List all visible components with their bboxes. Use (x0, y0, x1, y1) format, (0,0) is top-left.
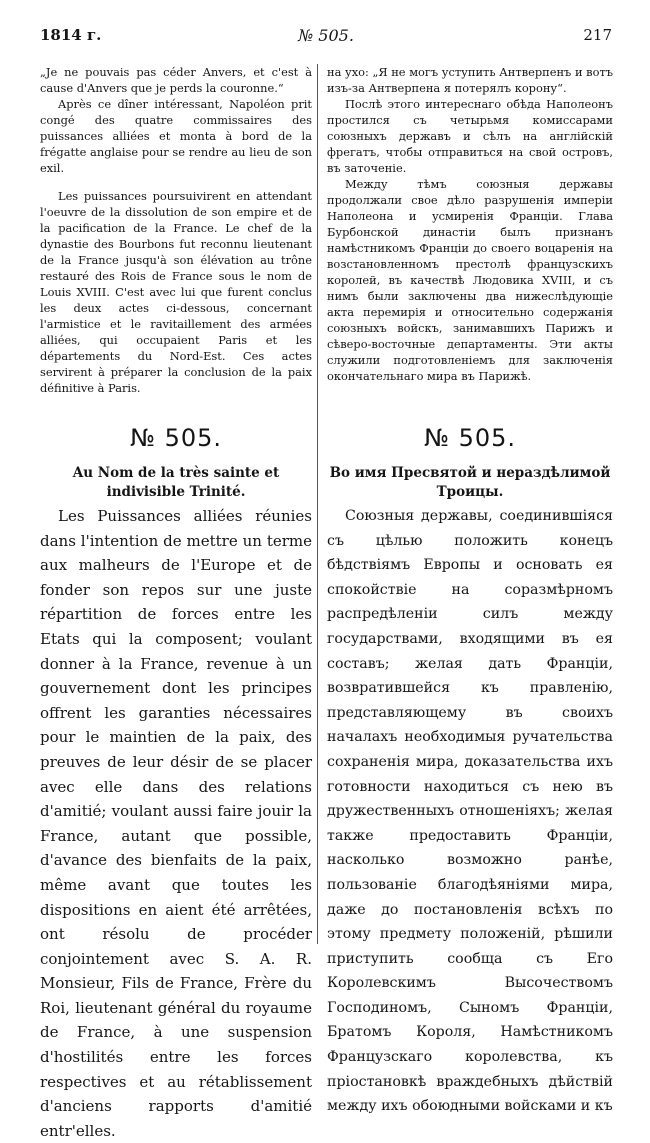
french-intro (40, 64, 312, 396)
header-page-number: 217 (583, 26, 612, 44)
russian-intro (327, 64, 613, 384)
russian-intro-paragraph: Между тѣмъ союзныя державы продолжали свое дѣло разрушенія имперіи Наполеона и усмиренія Франціи. Глава Бурбонской династіи былъ признанъ намѣстникомъ Франціи до своего воцаренія на возстановленномъ престолѣ французскихъ королей, въ качествѣ Людовика XVIII, и съ нимъ были заключены два нижеслѣдующіе акта перемирія и относительно содержанія союзныхъ войскъ, занимавшихъ Парижъ и сѣверо-восточные департаменты. Эти акты служили подготовленіемъ для заключенія окончательнаго мира въ Парижѣ. (327, 177, 613, 383)
russian-body-paragraph: Союзныя державы, соединившіяся съ цѣлью положить конецъ бѣдствіямъ Европы и основать ея спокойствіе на соразмѣрномъ распредѣленіи силъ между государствами, входящими въ ея составъ; желая дать Франціи, возвратившейся къ правленію, представляющему въ своихъ началахъ необходимыя ручательства сохраненія мира, доказательства ихъ готовности находиться съ нею въ дружественныхъ отношеніяхъ; желая также предоставить Франціи, насколько возможно ранѣе, пользованіе благодѣяніями мира, даже до постановленія всѣхъ по этому предмету положеній, рѣшили приступить сообща съ Его Королевскимъ Высочествомъ Господиномъ, Сыномъ Франціи, Братомъ Короля, Намѣстникомъ Французскаго королевства, къ пріостановкѣ враждебныхъ дѣйствій между ихъ обоюдными войсками и къ (327, 508, 613, 1115)
french-intro-paragraph: Les puissances poursuivirent en attendant l'oeuvre de la dissolution de son empire et de la pacification de la France. Le chef de la dynastie des Bourbons fut reconnu lieutenant de la France jusqu'à son élévation au trône restauré des Rois de France sous le nom de Louis XVIII. C'est avec lui que furent conclus les deux actes ci-dessous, concernant l'armistice et le ravitaillement des armées alliées, qui occupaient Paris et les départements du Nord-Est. Ces actes servirent à préparer la conclusion de la paix définitive à Paris. (40, 189, 312, 395)
russian-intro-paragraph: Послѣ этого интереснаго обѣда Наполеонъ простился съ четырьмя комиссарами союзныхъ державъ и сѣлъ на англійскій фрегатъ, чтобы отправиться на свой островъ, въ заточеніе. (327, 97, 613, 175)
russian-intro-quote: на ухо: „Я не могъ уступить Антверпенъ и вотъ изъ-за Антверпена я потерялъ корону“. (327, 65, 613, 95)
page-header (40, 26, 612, 52)
french-title-block (40, 464, 312, 502)
russian-document-title: Во имя Пресвятой и нераздѣлимой Троицы. (329, 465, 611, 500)
french-document-heading: № 505. (129, 424, 223, 452)
russian-title-block (327, 464, 613, 502)
french-body (40, 504, 312, 1143)
french-body-paragraph: Les Puissances alliées réunies dans l'intention de mettre un terme aux malheurs de l'Europe et de fonder son repos sur une juste répartition de forces entre les Etats qui la composent; voulant donner à la France, revenue à un gouvernement dont les principes offrent les garanties nécessaires pour le maintien de la paix, des preuves de leur désir de se placer avec elle dans des relations d'amitié; voulant aussi faire jouir la France, autant que possible, d'avance des bienfaits de la paix, même avant que toutes les dispositions en aient été arrêtées, ont résolu de procéder conjointement avec S. A. R. Monsieur, Fils de France, Frère du Roi, lieutenant général du royaume de France, à une suspension d'hostilités entre les forces respectives et au rétablissement d'anciens rapports d'amitié entr'elles. (40, 507, 312, 1140)
russian-document-heading: № 505. (423, 424, 517, 452)
french-intro-paragraph: Après ce dîner intéressant, Napoléon prit congé des quatre commissaires des puissances alliées et monta à bord de la frégatte anglaise pour se rendre au lieu de son exil. (40, 97, 312, 175)
russian-body (327, 504, 613, 1119)
column-divider (317, 64, 318, 944)
french-intro-quote: „Je ne pouvais pas céder Anvers, et c'est à cause d'Anvers que je perds la couronne.“ (40, 65, 312, 95)
header-year: 1814 г. (40, 26, 102, 44)
header-document-number: № 505. (298, 26, 354, 45)
french-document-title: Au Nom de la très sainte et indivisible Trinité. (72, 465, 280, 500)
